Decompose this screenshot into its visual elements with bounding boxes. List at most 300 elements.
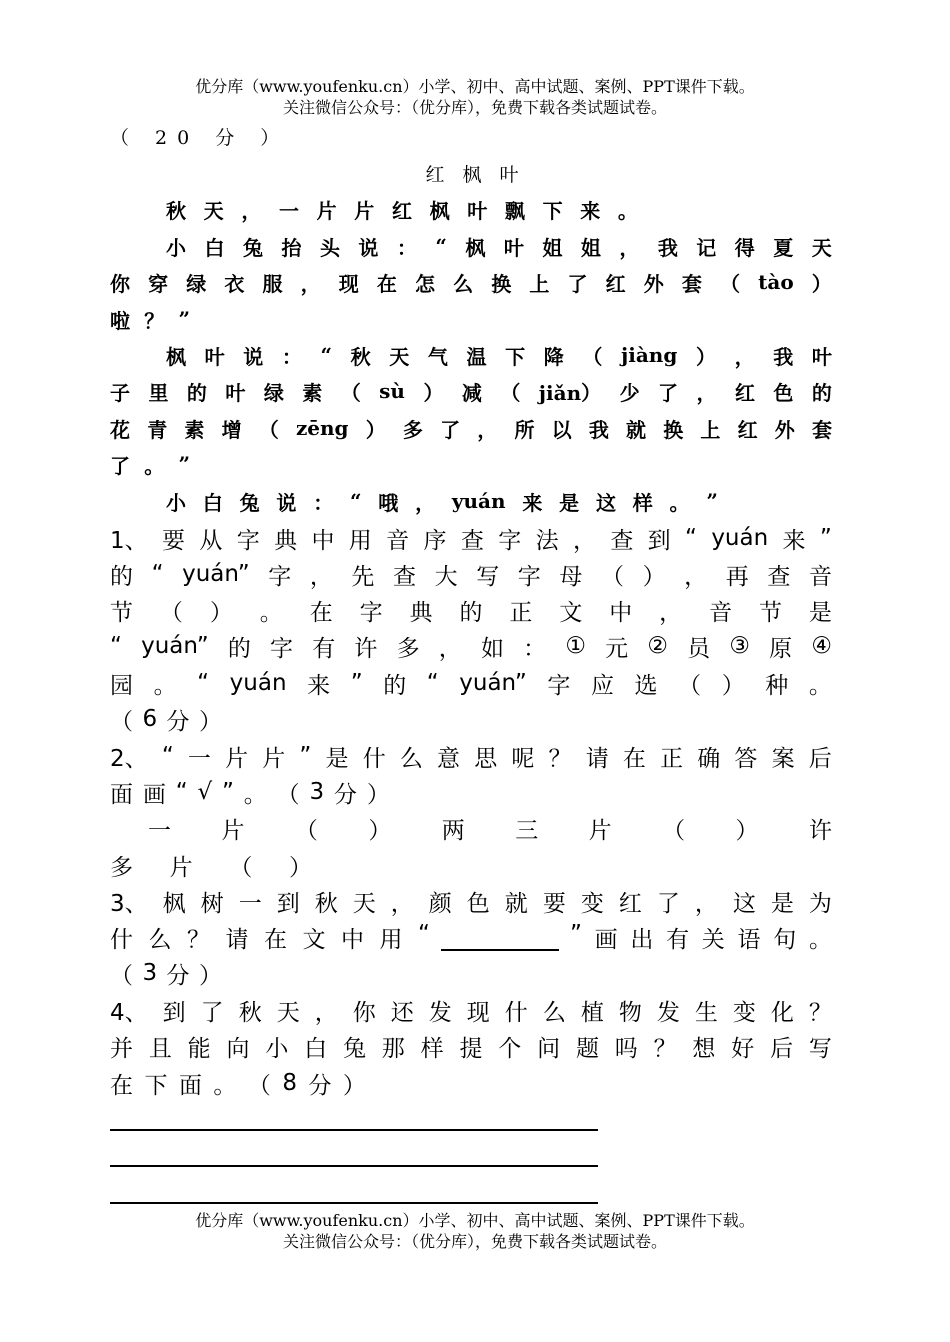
text-token: ” <box>178 307 190 331</box>
text-token: ） <box>365 417 386 442</box>
text-token: 。 <box>144 453 165 478</box>
text-token: 查 <box>460 527 484 554</box>
text-token: 衣 <box>224 271 245 296</box>
text-token: 意 <box>437 745 461 772</box>
passage-line <box>110 374 832 408</box>
text-token: 减 <box>461 380 482 405</box>
text-token: 小 <box>166 235 186 260</box>
text-token: 现 <box>466 999 490 1026</box>
text-token: 1、 <box>110 527 148 554</box>
text-token: 了 <box>440 417 461 442</box>
text-token: 三 <box>515 817 539 844</box>
text-token: 上 <box>529 271 550 296</box>
text-token: ） <box>342 1072 366 1099</box>
text-token: （ <box>720 271 740 296</box>
text-token: （ <box>294 817 318 844</box>
text-token: “ <box>320 343 333 367</box>
text-token: 4、 <box>110 999 148 1026</box>
text-token: 请 <box>585 745 609 772</box>
text-token: 在 <box>264 926 287 953</box>
text-token: ？ <box>808 999 832 1026</box>
text-token: 花 <box>110 417 130 442</box>
text-token: 现 <box>338 271 359 296</box>
text-token: 字 <box>268 563 292 590</box>
text-token: 的 <box>186 380 207 405</box>
text-token: 绿 <box>263 380 284 405</box>
text-token: 秋 <box>166 198 186 223</box>
text-token: ， <box>300 271 321 296</box>
q4-line <box>110 993 832 1027</box>
text-token: 套 <box>681 271 702 296</box>
text-token: 中 <box>609 599 633 626</box>
text-token: 变 <box>580 890 604 917</box>
text-token: 来 <box>522 490 543 515</box>
text-token: 了 <box>658 380 679 405</box>
text-token: 秋 <box>238 999 262 1026</box>
q3-underline-blank[interactable] <box>441 923 559 951</box>
text-token: 色 <box>773 380 794 405</box>
text-token: ） <box>423 380 444 405</box>
q3-line-2 <box>110 920 832 954</box>
text-token: 色 <box>466 890 490 917</box>
text-token: 两 <box>441 817 465 844</box>
text-token: “ <box>175 779 188 805</box>
text-token: 多 <box>110 854 133 881</box>
text-token: 后 <box>808 745 832 772</box>
text-token: 问 <box>537 1035 561 1062</box>
text-token: ” <box>299 743 312 769</box>
text-token: 下 <box>144 1072 168 1099</box>
text-token: 分 <box>308 1072 332 1099</box>
text-token: 要 <box>162 527 185 554</box>
text-token: ， <box>572 527 596 554</box>
text-token: 从 <box>199 527 223 554</box>
text-token: 多 <box>402 417 423 442</box>
text-token: 且 <box>148 1035 172 1062</box>
text-token: （ <box>582 344 603 369</box>
text-token: ） <box>721 672 745 699</box>
text-token: yuán <box>229 670 287 696</box>
text-token: 样 <box>632 490 653 515</box>
text-token: 红 <box>605 271 626 296</box>
q4-line <box>110 1029 832 1063</box>
text-token: 提 <box>459 1035 483 1062</box>
answer-line[interactable] <box>110 1129 598 1131</box>
text-token: 了 <box>567 271 588 296</box>
text-token: 母 <box>559 563 583 590</box>
q2-line <box>148 811 832 845</box>
text-token: ） <box>811 271 832 296</box>
text-token: 后 <box>770 1035 794 1062</box>
text-token: （ <box>110 708 133 735</box>
text-token: “ <box>161 743 174 769</box>
text-token: 。 <box>669 490 690 515</box>
text-token: ， <box>477 417 498 442</box>
text-token: 在 <box>110 1072 133 1099</box>
text-token: 下 <box>542 198 563 223</box>
text-token: 发 <box>428 999 452 1026</box>
text-token: 换 <box>491 271 512 296</box>
text-token: 叶 <box>811 344 832 369</box>
text-token: 我 <box>657 235 678 260</box>
text-token: 案 <box>771 745 795 772</box>
text-token: 红 <box>737 417 758 442</box>
text-token: “ <box>435 234 447 258</box>
text-token: 上 <box>700 417 721 442</box>
text-token: 题 <box>575 1035 599 1062</box>
text-token: ） <box>735 817 759 844</box>
text-token: ， <box>696 380 717 405</box>
text-token: 枫 <box>166 344 186 369</box>
text-token: ” <box>570 920 582 947</box>
q2-line <box>110 775 390 809</box>
text-token: 原 <box>769 635 793 662</box>
text-token: 秋 <box>314 890 338 917</box>
text-token: （ <box>276 781 300 808</box>
text-token: 抬 <box>281 235 302 260</box>
passage-line <box>166 484 718 518</box>
text-token: ： <box>281 344 302 369</box>
text-token: 先 <box>351 563 375 590</box>
text-token: 树 <box>200 890 224 917</box>
passage-line <box>110 411 832 445</box>
text-token: 子 <box>110 380 130 405</box>
text-token: 下 <box>505 344 526 369</box>
answer-line[interactable] <box>110 1202 598 1204</box>
text-token: 是 <box>808 599 832 626</box>
text-token: “ <box>685 525 697 551</box>
text-token: 枫 <box>429 198 450 223</box>
text-token: 兔 <box>239 490 260 515</box>
text-token: 员 <box>687 635 711 662</box>
text-token: 在 <box>622 745 646 772</box>
text-token: ， <box>390 890 414 917</box>
passage-line <box>166 192 638 226</box>
text-token: 到 <box>276 890 300 917</box>
text-token: 字 <box>547 672 571 699</box>
text-token: 在 <box>309 599 333 626</box>
text-token: 元 <box>605 635 629 662</box>
text-token: 字 <box>498 527 522 554</box>
text-token: 字 <box>359 599 383 626</box>
q1-line <box>110 666 832 700</box>
text-token: 啦 <box>110 308 130 333</box>
text-token: 红 <box>391 198 412 223</box>
passage-line <box>110 302 190 336</box>
text-token: 套 <box>811 417 832 442</box>
text-token: 画 <box>594 926 618 953</box>
text-token: tào <box>758 270 794 294</box>
text-token: yuán <box>451 489 506 513</box>
text-token: 是 <box>559 490 580 515</box>
text-token: 分 <box>166 962 190 989</box>
text-token: 有 <box>312 635 336 662</box>
text-token: 姐 <box>542 235 563 260</box>
text-token: 2、 <box>110 745 148 772</box>
text-token: 文 <box>302 926 326 953</box>
text-token: 哦 <box>378 490 399 515</box>
text-token: 头 <box>319 235 340 260</box>
text-token: 一 <box>148 817 171 844</box>
text-token: 个 <box>498 1035 522 1062</box>
text-token: ？ <box>144 308 165 333</box>
text-token: ： <box>523 635 547 662</box>
text-token: 画 <box>142 781 166 808</box>
text-token: 面 <box>178 1072 202 1099</box>
text-token: 天 <box>203 198 224 223</box>
text-token: 字 <box>236 527 260 554</box>
text-token: 再 <box>725 563 749 590</box>
text-token: 片 <box>316 198 337 223</box>
text-token: 了 <box>110 453 130 478</box>
text-token: 关 <box>701 926 725 953</box>
text-token: 来 <box>307 672 331 699</box>
text-token: 记 <box>696 235 717 260</box>
text-token: 种 <box>765 672 789 699</box>
header-line-1: 优分库（www.youfenku.cn）小学、初中、高中试题、案例、PPT课件下载。 <box>195 77 755 96</box>
text-token: 法 <box>535 527 559 554</box>
text-token: 红 <box>618 890 642 917</box>
text-token: 用 <box>348 527 372 554</box>
q1-line <box>110 557 832 591</box>
text-token: ， <box>619 235 640 260</box>
passage-title: 红 枫 叶 <box>425 164 525 186</box>
text-token: 温 <box>466 344 487 369</box>
text-token: ” <box>350 670 363 696</box>
text-token: 样 <box>420 1035 444 1062</box>
text-token: 叶 <box>503 235 524 260</box>
text-token: 正 <box>509 599 533 626</box>
text-token: ， <box>415 490 436 515</box>
text-token: 我 <box>588 417 609 442</box>
text-token: ， <box>659 599 683 626</box>
text-token: “ <box>197 670 210 696</box>
text-token: 青 <box>147 417 168 442</box>
text-token: yuán” <box>141 633 209 659</box>
text-token: 。 <box>153 672 177 699</box>
q1-line <box>110 629 832 663</box>
text-token: 穿 <box>148 271 169 296</box>
text-token: ， <box>438 635 462 662</box>
q1-line <box>110 521 832 555</box>
text-token: 字 <box>517 563 541 590</box>
text-token: 查 <box>610 527 634 554</box>
text-token: ， <box>241 198 262 223</box>
text-token: （ <box>340 380 361 405</box>
text-token: 面 <box>110 781 133 808</box>
text-token: 节 <box>758 599 782 626</box>
text-token: 一 <box>278 198 299 223</box>
text-token: ③ <box>729 633 750 659</box>
text-token: 变 <box>732 999 756 1026</box>
text-token: 答 <box>734 745 758 772</box>
text-token: 思 <box>474 745 498 772</box>
text-token: 出 <box>630 926 654 953</box>
text-token: 文 <box>559 599 583 626</box>
text-token: 能 <box>187 1035 211 1062</box>
text-token: 确 <box>697 745 721 772</box>
text-token: ， <box>309 563 333 590</box>
text-token: 兔 <box>242 235 263 260</box>
text-token: 外 <box>643 271 664 296</box>
q3-text-after <box>570 921 832 954</box>
passage-line <box>110 265 832 299</box>
text-token: 音 <box>709 599 733 626</box>
text-token: （ <box>229 854 253 881</box>
text-token: 化 <box>770 999 794 1026</box>
text-token: 绿 <box>186 271 207 296</box>
text-token: 了 <box>656 890 680 917</box>
text-token: 你 <box>352 999 376 1026</box>
text-token: “ <box>151 561 164 587</box>
text-token: 物 <box>618 999 642 1026</box>
text-token: 中 <box>341 926 364 953</box>
text-token: （ <box>678 672 702 699</box>
q3-line-1 <box>110 884 832 918</box>
text-token: 白 <box>202 490 223 515</box>
footer-line-2: 关注微信公众号：（优分库），免费下载各类试题试卷。 <box>282 1232 667 1251</box>
text-token: ” <box>819 525 832 551</box>
text-token: 就 <box>626 417 647 442</box>
text-token: 一 <box>187 745 211 772</box>
text-token: 你 <box>110 271 130 296</box>
text-token: ） <box>209 599 233 626</box>
text-token: 片 <box>354 198 375 223</box>
text-token: 到 <box>647 527 671 554</box>
text-token: 么 <box>542 999 566 1026</box>
text-token: ） <box>695 344 716 369</box>
text-token: 生 <box>694 999 718 1026</box>
text-token: 是 <box>770 890 794 917</box>
text-token: 夏 <box>773 235 794 260</box>
text-token: √ <box>197 779 213 805</box>
text-token: ， <box>314 999 338 1026</box>
text-token: 请 <box>225 926 249 953</box>
text-token: 。 <box>617 198 638 223</box>
text-token: 素 <box>302 380 323 405</box>
text-token: 的 <box>459 599 483 626</box>
text-token: 增 <box>221 417 242 442</box>
text-token: 片 <box>221 817 245 844</box>
text-token: 什 <box>362 745 386 772</box>
text-token: （ <box>600 563 624 590</box>
text-token: 有 <box>666 926 690 953</box>
text-token: 枫 <box>162 890 186 917</box>
text-token: 应 <box>590 672 614 699</box>
text-token: 还 <box>390 999 414 1026</box>
text-token: 得 <box>734 235 755 260</box>
text-token: 片 <box>262 745 286 772</box>
text-token: 叶 <box>225 380 246 405</box>
text-token: “ <box>110 633 122 659</box>
text-token: 外 <box>774 417 795 442</box>
text-token: 音 <box>808 563 832 590</box>
text-token: 向 <box>226 1035 250 1062</box>
text-token: 这 <box>732 890 756 917</box>
text-token: 3 <box>309 779 325 805</box>
text-token: 想 <box>692 1035 716 1062</box>
text-token: 吗 <box>614 1035 638 1062</box>
text-token: （ <box>247 1072 271 1099</box>
text-token: 气 <box>427 344 448 369</box>
text-token: 一 <box>238 890 262 917</box>
text-token: 天 <box>811 235 832 260</box>
text-token: 选 <box>634 672 658 699</box>
text-token: 6 <box>142 706 158 732</box>
q2-line <box>110 848 312 882</box>
text-token: 么 <box>148 926 172 953</box>
text-token: 的 <box>383 672 407 699</box>
text-token: 写 <box>476 563 500 590</box>
text-token: 了 <box>200 999 224 1026</box>
text-token: 叶 <box>467 198 488 223</box>
text-token: 分 <box>166 708 190 735</box>
text-token: 。 <box>259 599 283 626</box>
text-token: ” <box>178 452 190 476</box>
text-token: 那 <box>381 1035 405 1062</box>
text-token: 3 <box>142 960 158 986</box>
text-token: ） <box>368 817 392 844</box>
text-token: 典 <box>274 527 298 554</box>
text-token: “ <box>426 670 439 696</box>
text-token: 并 <box>110 1035 133 1062</box>
text-token: ） <box>288 854 312 881</box>
text-token: yuán <box>711 525 769 551</box>
text-token: 多 <box>396 635 420 662</box>
text-token: 白 <box>304 1035 328 1062</box>
text-token: 查 <box>767 563 791 590</box>
text-token: 兔 <box>342 1035 366 1062</box>
answer-line[interactable] <box>110 1165 598 1167</box>
text-token: 么 <box>399 745 423 772</box>
text-token: 来 <box>580 198 601 223</box>
text-token: yuán” <box>182 561 250 587</box>
text-token: 。 <box>808 672 832 699</box>
text-token: “ <box>418 920 430 947</box>
text-token: 如 <box>480 635 504 662</box>
text-token: 什 <box>110 926 133 953</box>
text-token: 飘 <box>504 198 525 223</box>
text-token: ） <box>366 781 390 808</box>
header-line-2: 关注微信公众号：（优分库），免费下载各类试题试卷。 <box>282 98 667 117</box>
text-token: 天 <box>276 999 300 1026</box>
text-token: 来 <box>782 527 806 554</box>
text-token: 写 <box>808 1035 832 1062</box>
text-token: ” <box>706 489 718 513</box>
text-token: ） <box>199 708 222 735</box>
text-token: 。 <box>213 1072 237 1099</box>
text-token: 植 <box>580 999 604 1026</box>
text-token: 换 <box>663 417 684 442</box>
text-token: 说 <box>243 344 264 369</box>
text-token: 天 <box>352 890 376 917</box>
text-token: 我 <box>773 344 794 369</box>
text-token: 许 <box>354 635 378 662</box>
text-token: ① <box>565 633 586 659</box>
text-token: 呢 <box>511 745 535 772</box>
passage-line <box>110 447 190 481</box>
text-token: 白 <box>204 235 225 260</box>
text-token: 素 <box>184 417 205 442</box>
text-token: 红 <box>734 380 755 405</box>
text-token: 就 <box>504 890 528 917</box>
text-token: 字 <box>270 635 294 662</box>
text-token: 查 <box>393 563 417 590</box>
passage-line <box>166 338 832 372</box>
text-token: yuán” <box>459 670 527 696</box>
text-token: 片 <box>169 854 193 881</box>
text-token: ④ <box>811 633 832 659</box>
